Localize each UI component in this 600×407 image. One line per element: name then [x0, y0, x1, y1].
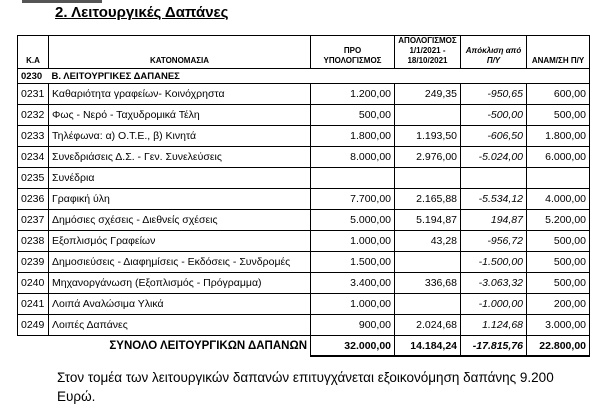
row-deviation: -1.000,00 — [461, 294, 527, 315]
category-name: Β. ΛΕΙΤΟΥΡΓΙΚΕΣ ΔΑΠΑΝΕΣ — [49, 69, 311, 84]
total-budget: 32.000,00 — [311, 336, 395, 357]
row-name: Γραφική ύλη — [49, 189, 311, 210]
row-actual — [395, 168, 461, 189]
table-row — [18, 168, 590, 189]
category-row — [18, 69, 590, 84]
row-revised: 500,00 — [527, 231, 590, 252]
row-name: Συνεδριάσεις Δ.Σ. - Γεν. Συνελεύσεις — [49, 147, 311, 168]
col-header-actual-label: ΑΠΟΛΟΓΙΣΜΟΣ 1/1/2021 - 18/10/2021 — [398, 36, 457, 65]
col-header-budget — [311, 36, 395, 69]
category-empty-cell — [527, 69, 590, 84]
category-empty-cell — [395, 69, 461, 84]
row-actual: 249,35 — [395, 84, 461, 105]
row-actual — [395, 105, 461, 126]
summary-note: Στον τομέα των λειτουργικών δαπανών επιτυγχάνεται εξοικονόμηση δαπάνης 9.200 Ευρώ. — [57, 370, 554, 404]
row-actual — [395, 252, 461, 273]
row-name: Συνέδρια — [49, 168, 311, 189]
row-code: 0238 — [18, 231, 49, 252]
row-budget: 900,00 — [311, 315, 395, 336]
row-revised: 500,00 — [527, 273, 590, 294]
row-code: 0233 — [18, 126, 49, 147]
row-budget: 1.000,00 — [311, 231, 395, 252]
total-actual: 14.184,24 — [395, 336, 461, 357]
row-deviation: 194,87 — [461, 210, 527, 231]
row-name: Δημοσιεύσεις - Διαφημίσεις - Εκδόσεις - Συνδρομές — [49, 252, 311, 273]
row-revised: 500,00 — [527, 252, 590, 273]
row-deviation: -950,65 — [461, 84, 527, 105]
row-code: 0237 — [18, 210, 49, 231]
col-header-budget-label: ΠΡΟ ΥΠΟΛΟΓΙΣΜΟΣ — [323, 46, 382, 65]
table-header-row — [18, 36, 590, 69]
header-rule — [22, 0, 102, 3]
row-deviation: -1.500,00 — [461, 252, 527, 273]
row-budget: 500,00 — [311, 105, 395, 126]
table-row — [18, 189, 590, 210]
total-label: ΣΥΝΟΛΟ ΛΕΙΤΟΥΡΓΙΚΩΝ ΔΑΠΑΝΩΝ — [49, 336, 311, 357]
row-name: Φως - Νερό - Ταχυδρομικά Τέλη — [49, 105, 311, 126]
row-code: 0235 — [18, 168, 49, 189]
row-code: 0239 — [18, 252, 49, 273]
table-row — [18, 210, 590, 231]
row-deviation: -3.063,32 — [461, 273, 527, 294]
table-row — [18, 147, 590, 168]
row-name: Λοιπές Δαπάνες — [49, 315, 311, 336]
table-row — [18, 105, 590, 126]
total-deviation: -17.815,76 — [461, 336, 527, 357]
row-actual: 2.165,88 — [395, 189, 461, 210]
row-name: Καθαριότητα γραφείων- Κοινόχρηστα — [49, 84, 311, 105]
row-code: 0231 — [18, 84, 49, 105]
table-row — [18, 126, 590, 147]
row-actual: 43,28 — [395, 231, 461, 252]
row-revised: 200,00 — [527, 294, 590, 315]
category-empty-cell — [461, 69, 527, 84]
row-budget: 1.200,00 — [311, 84, 395, 105]
row-revised: 6.000,00 — [527, 147, 590, 168]
row-code: 0232 — [18, 105, 49, 126]
row-code: 0241 — [18, 294, 49, 315]
category-code: 0230 — [18, 69, 49, 84]
row-code: 0234 — [18, 147, 49, 168]
table-row — [18, 294, 590, 315]
row-revised: 5.200,00 — [527, 210, 590, 231]
total-revised: 22.800,00 — [527, 336, 590, 357]
col-header-deviation-label: Απόκλιση από Π/Υ — [465, 46, 522, 65]
row-name: Λοιπά Αναλώσιμα Υλικά — [49, 294, 311, 315]
col-header-actual — [395, 36, 461, 69]
row-revised — [527, 168, 590, 189]
row-deviation: -5.534,12 — [461, 189, 527, 210]
row-name: Εξοπλισμός Γραφείων — [49, 231, 311, 252]
row-code: 0240 — [18, 273, 49, 294]
col-header-deviation — [461, 36, 527, 69]
row-budget: 1.000,00 — [311, 294, 395, 315]
row-budget: 1.800,00 — [311, 126, 395, 147]
row-actual: 2.976,00 — [395, 147, 461, 168]
operating-expenses-table — [17, 35, 590, 357]
category-empty-cell — [311, 69, 395, 84]
row-deviation: 1.124,68 — [461, 315, 527, 336]
row-budget: 7.700,00 — [311, 189, 395, 210]
row-code: 0236 — [18, 189, 49, 210]
col-header-revised: ΑΝΑΜ/ΣΗ Π/Υ — [527, 36, 590, 69]
row-actual: 1.193,50 — [395, 126, 461, 147]
row-deviation — [461, 168, 527, 189]
row-revised: 600,00 — [527, 84, 590, 105]
total-row — [18, 336, 590, 357]
row-code: 0249 — [18, 315, 49, 336]
row-actual — [395, 294, 461, 315]
row-actual: 5.194,87 — [395, 210, 461, 231]
row-deviation: -606,50 — [461, 126, 527, 147]
col-header-code: Κ.Α — [18, 36, 49, 69]
row-name: Δημόσιες σχέσεις - Διεθνείς σχέσεις — [49, 210, 311, 231]
table-row — [18, 315, 590, 336]
row-deviation: -500,00 — [461, 105, 527, 126]
row-budget: 5.000,00 — [311, 210, 395, 231]
row-budget — [311, 168, 395, 189]
row-revised: 1.800,00 — [527, 126, 590, 147]
row-actual: 336,68 — [395, 273, 461, 294]
table-row — [18, 231, 590, 252]
row-budget: 3.400,00 — [311, 273, 395, 294]
row-deviation: -5.024,00 — [461, 147, 527, 168]
row-budget: 1.500,00 — [311, 252, 395, 273]
row-actual: 2.024,68 — [395, 315, 461, 336]
row-deviation: -956,72 — [461, 231, 527, 252]
row-revised: 3.000,00 — [527, 315, 590, 336]
table-row — [18, 252, 590, 273]
table-row — [18, 273, 590, 294]
section-heading: 2. Λειτουργικές Δαπάνες — [55, 4, 229, 21]
row-revised: 4.000,00 — [527, 189, 590, 210]
row-name: Μηχανοργάνωση (Εξοπλισμός - Πρόγραμμα) — [49, 273, 311, 294]
table-row — [18, 84, 590, 105]
row-name: Τηλέφωνα: α) Ο.Τ.Ε., β) Κινητά — [49, 126, 311, 147]
col-header-name: ΚΑΤΟΝΟΜΑΣΙΑ — [49, 36, 311, 69]
row-revised: 500,00 — [527, 105, 590, 126]
total-empty-cell — [18, 336, 49, 357]
row-budget: 8.000,00 — [311, 147, 395, 168]
